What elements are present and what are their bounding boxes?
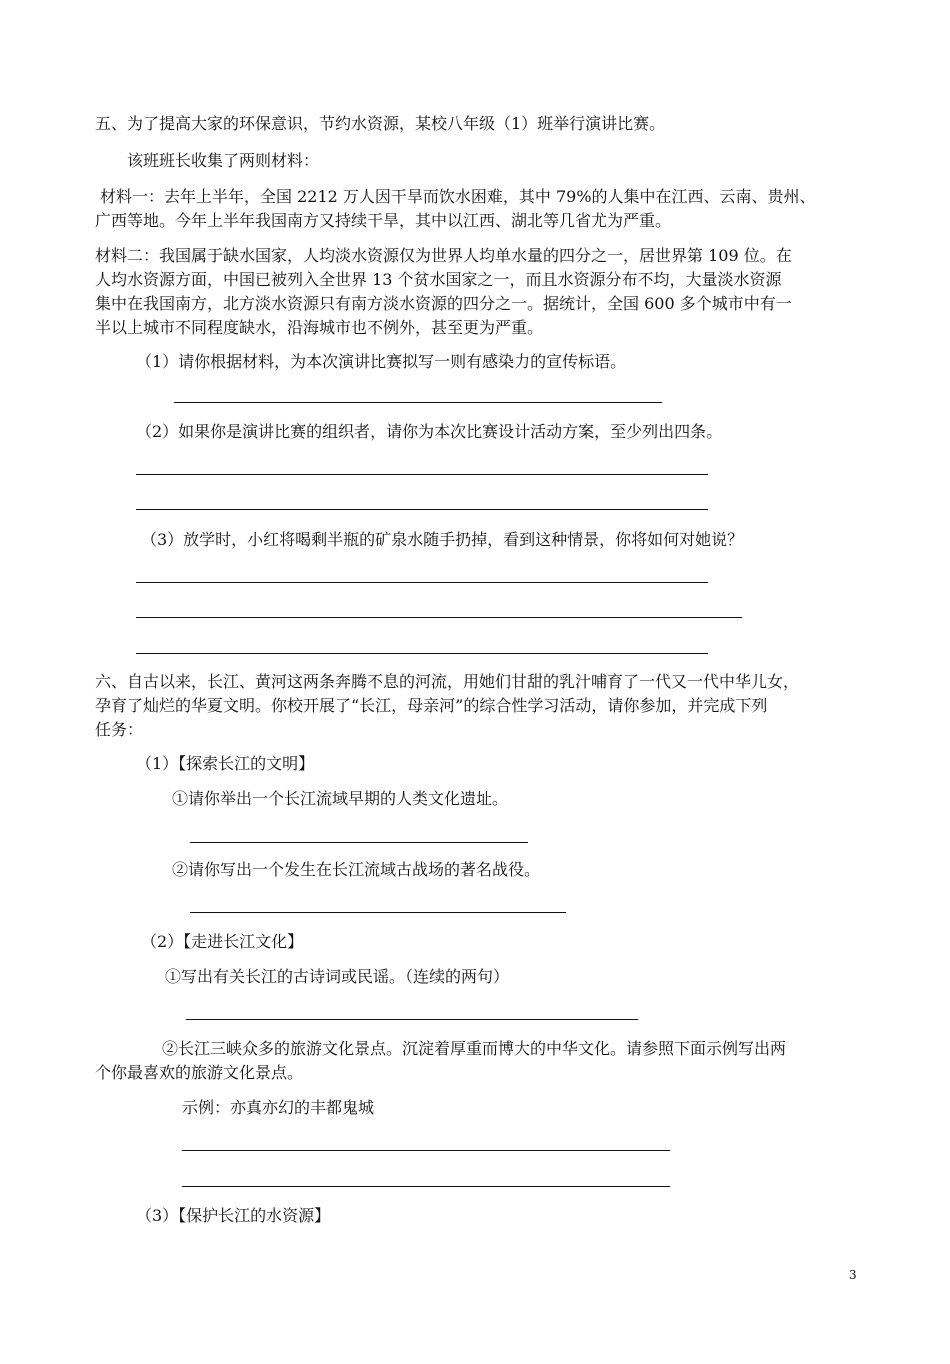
section6-heading-line-2: 孕育了灿烂的华夏文明。你校开展了“长江，母亲河”的综合性学习活动，请你参加，并完成下列 <box>95 696 768 715</box>
answer-line-q3-3[interactable] <box>136 653 708 654</box>
answer-line-task2-2b[interactable] <box>182 1186 670 1187</box>
answer-line-q3-1[interactable] <box>136 582 708 583</box>
task-3-title: （3）【保护长江的水资源】 <box>136 1206 331 1225</box>
task-1-question-2: ②请你写出一个发生在长江流域古战场的著名战役。 <box>172 860 541 879</box>
section6-heading-line-1: 六、自古以来，长江、黄河这两条奔腾不息的河流，用她们甘甜的乳汁哺育了一代又一代中华儿女， <box>95 672 800 691</box>
material2-line-2: 人均水资源方面，中国已被列入全世界 13 个贫水国家之一，而且水资源分布不均，大量淡水资源 <box>95 270 782 289</box>
task-1-title: （1）【探索长江的文明】 <box>136 754 315 773</box>
material1-line-1: 材料一：去年上半年，全国 2212 万人因干旱而饮水困难，其中 79%的人集中在江西、云南、贵州、 <box>100 187 816 206</box>
task-2-question-1: ①写出有关长江的古诗词或民谣。（连续的两句） <box>165 967 510 986</box>
answer-line-q2-2[interactable] <box>136 509 708 510</box>
task-2-question-2-line-1: ②长江三峡众多的旅游文化景点。沉淀着厚重而博大的中华文化。请参照下面示例写出两 <box>162 1039 787 1058</box>
answer-line-task2-1[interactable] <box>186 1019 638 1020</box>
material2-line-4: 半以上城市不同程度缺水，沿海城市也不例外，甚至更为严重。 <box>95 318 544 337</box>
page-number: 3 <box>849 1268 857 1282</box>
section5-heading: 五、为了提高大家的环保意识，节约水资源，某校八年级（1）班举行演讲比赛。 <box>95 114 666 133</box>
section6-heading-line-3: 任务： <box>95 720 144 739</box>
answer-line-task1-1[interactable] <box>190 842 528 843</box>
question-2: （2）如果你是演讲比赛的组织者，请你为本次比赛设计活动方案，至少列出四条。 <box>136 422 723 441</box>
question-3: （3）放学时，小红将喝剩半瓶的矿泉水随手扔掉，看到这种情景，你将如何对她说？ <box>141 530 744 549</box>
section5-intro: 该班班长收集了两则材料： <box>127 151 320 170</box>
task-2-title: （2）【走进长江文化】 <box>141 932 304 951</box>
answer-line-q2-1[interactable] <box>136 474 708 475</box>
answer-line-q1[interactable] <box>174 402 662 403</box>
material2-line-1: 材料二：我国属于缺水国家，人均淡水资源仅为世界人均单水量的四分之一，居世界第 109 位。在 <box>95 246 792 265</box>
answer-line-q3-2[interactable] <box>136 617 742 618</box>
example-text: 示例：亦真亦幻的丰都鬼城 <box>182 1098 375 1117</box>
task-1-question-1: ①请你举出一个长江流域早期的人类文化遗址。 <box>172 789 509 808</box>
material1-line-2: 广西等地。今年上半年我国南方又持续干旱，其中以江西、湖北等几省尤为严重。 <box>95 211 672 230</box>
answer-line-task1-2[interactable] <box>190 912 566 913</box>
question-1: （1）请你根据材料，为本次演讲比赛拟写一则有感染力的宣传标语。 <box>136 352 627 371</box>
answer-line-task2-2a[interactable] <box>182 1150 670 1151</box>
material2-line-3: 集中在我国南方，北方淡水资源只有南方淡水资源的四分之一。据统计，全国 600 多个城市中有一 <box>95 294 792 313</box>
task-2-question-2-line-2: 个你最喜欢的旅游文化景点。 <box>95 1063 304 1082</box>
